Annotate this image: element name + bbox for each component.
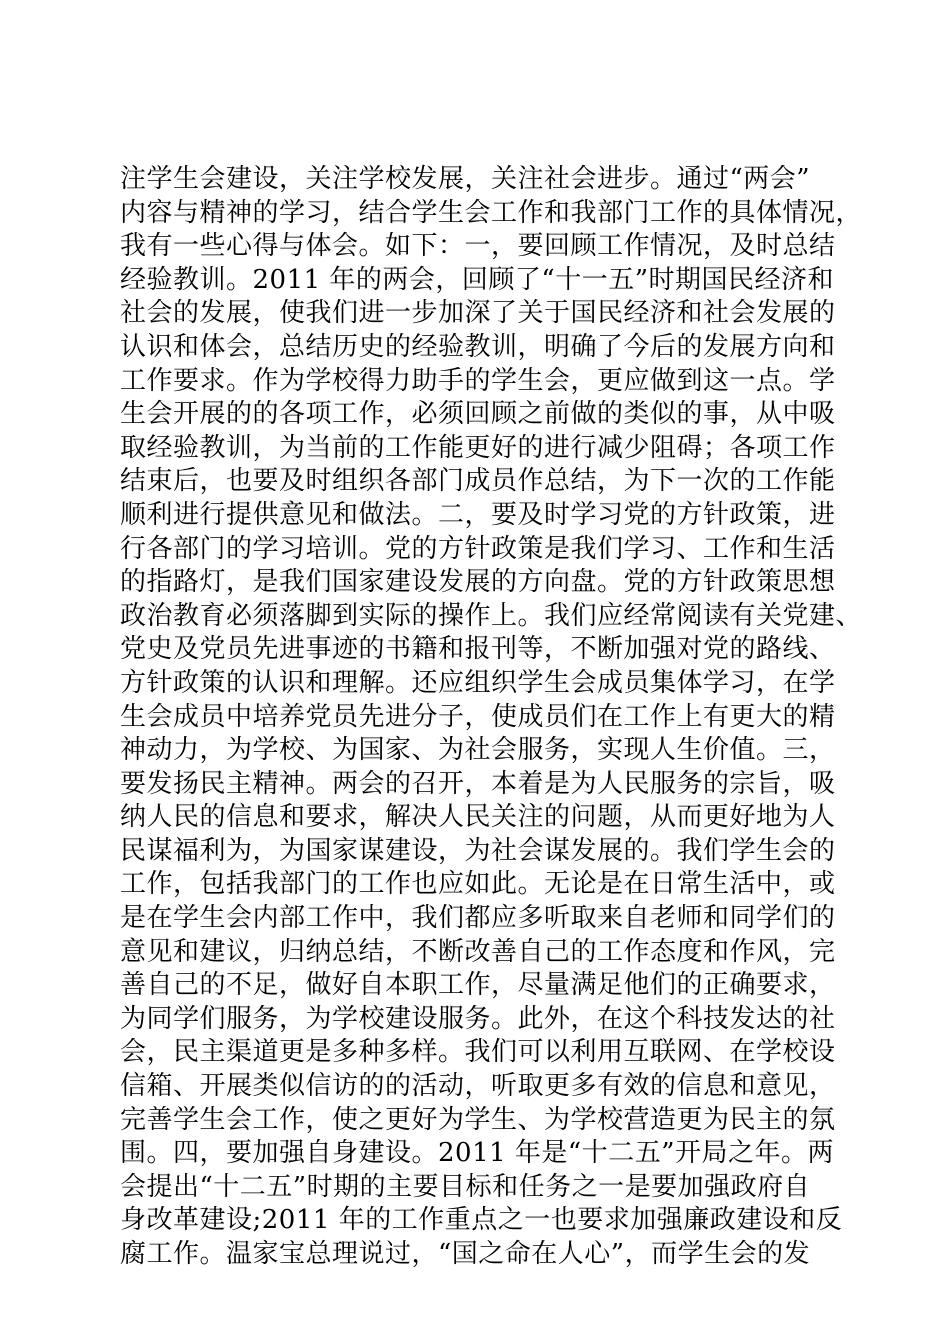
text-line: 腐工作。温家宝总理说过，“国之命在人心”，而学生会的发 <box>120 1239 811 1269</box>
text-line: 工作要求。作为学校得力助手的学生会，更应做到这一点。学 <box>120 365 836 396</box>
text-line: 顺利进行提供意见和做法。二，要及时学习党的方针政策，进 <box>120 499 836 530</box>
text-line: 注学生会建设，关注学校发展，关注社会进步。通过“两会” <box>120 164 811 194</box>
text-line: 结束后，也要及时组织各部门成员作总结，为下一次的工作能 <box>120 466 836 497</box>
text-line: 政治教育必须落脚到实际的操作上。我们应经常阅读有关党建、 <box>120 600 863 631</box>
text-line: 生会成员中培养党员先进分子，使成员们在工作上有更大的精 <box>120 701 836 732</box>
text-line: 意见和建议，归纳总结，不断改善自己的工作态度和作风，完 <box>120 936 836 967</box>
text-line: 的指路灯，是我们国家建设发展的方向盘。党的方针政策思想 <box>120 567 836 598</box>
text-line: 经验教训。2011 年的两会，回顾了“十一五”时期国民经济和 <box>120 264 835 295</box>
text-line: 神动力，为学校、为国家、为社会服务，实现人生价值。三， <box>120 735 836 766</box>
text-line: 身改革建设;2011 年的工作重点之一也要求加强廉政建设和反 <box>120 1205 843 1236</box>
text-line: 会提出“十二五”时期的主要目标和任务之一是要加强政府自 <box>120 1171 811 1202</box>
text-line: 是在学生会内部工作中，我们都应多听取来自老师和同学们的 <box>120 903 836 934</box>
text-line: 为同学们服务，为学校建设服务。此外，在这个科技发达的社 <box>120 1003 836 1034</box>
text-line: 行各部门的学习培训。党的方针政策是我们学习、工作和生活 <box>120 533 836 564</box>
text-line: 认识和体会，总结历史的经验教训，明确了今后的发展方向和 <box>120 331 836 362</box>
text-line: 会，民主渠道更是多种多样。我们可以利用互联网、在学校设 <box>120 1037 836 1068</box>
text-line: 内容与精神的学习，结合学生会工作和我部门工作的具体情况， <box>120 197 863 228</box>
text-line: 围。四，要加强自身建设。2011 年是“十二五”开局之年。两 <box>120 1138 835 1169</box>
body-text <box>120 163 863 1272</box>
text-line: 社会的发展，使我们进一步加深了关于国民经济和社会发展的 <box>120 298 836 329</box>
text-line: 我有一些心得与体会。如下：一，要回顾工作情况，及时总结 <box>120 231 836 262</box>
text-line: 完善学生会工作，使之更好为学生、为学校营造更为民主的氛 <box>120 1104 836 1135</box>
text-line: 党史及党员先进事迹的书籍和报刊等，不断加强对党的路线、 <box>120 634 836 665</box>
text-line: 民谋福利为，为国家谋建设，为社会谋发展的。我们学生会的 <box>120 835 836 866</box>
text-line: 方针政策的认识和理解。还应组织学生会成员集体学习，在学 <box>120 667 836 698</box>
text-line: 纳人民的信息和要求，解决人民关注的问题，从而更好地为人 <box>120 802 836 833</box>
text-line: 善自己的不足，做好自本职工作，尽量满足他们的正确要求， <box>120 970 836 1001</box>
text-line: 取经验教训，为当前的工作能更好的进行减少阻碍；各项工作 <box>120 432 836 463</box>
text-line: 信箱、开展类似信访的的活动，听取更多有效的信息和意见， <box>120 1071 836 1102</box>
text-line: 工作，包括我部门的工作也应如此。无论是在日常生活中，或 <box>120 869 836 900</box>
text-line: 生会开展的的各项工作，必须回顾之前做的类似的事，从中吸 <box>120 399 836 430</box>
text-line: 要发扬民主精神。两会的召开，本着是为人民服务的宗旨，吸 <box>120 768 836 799</box>
